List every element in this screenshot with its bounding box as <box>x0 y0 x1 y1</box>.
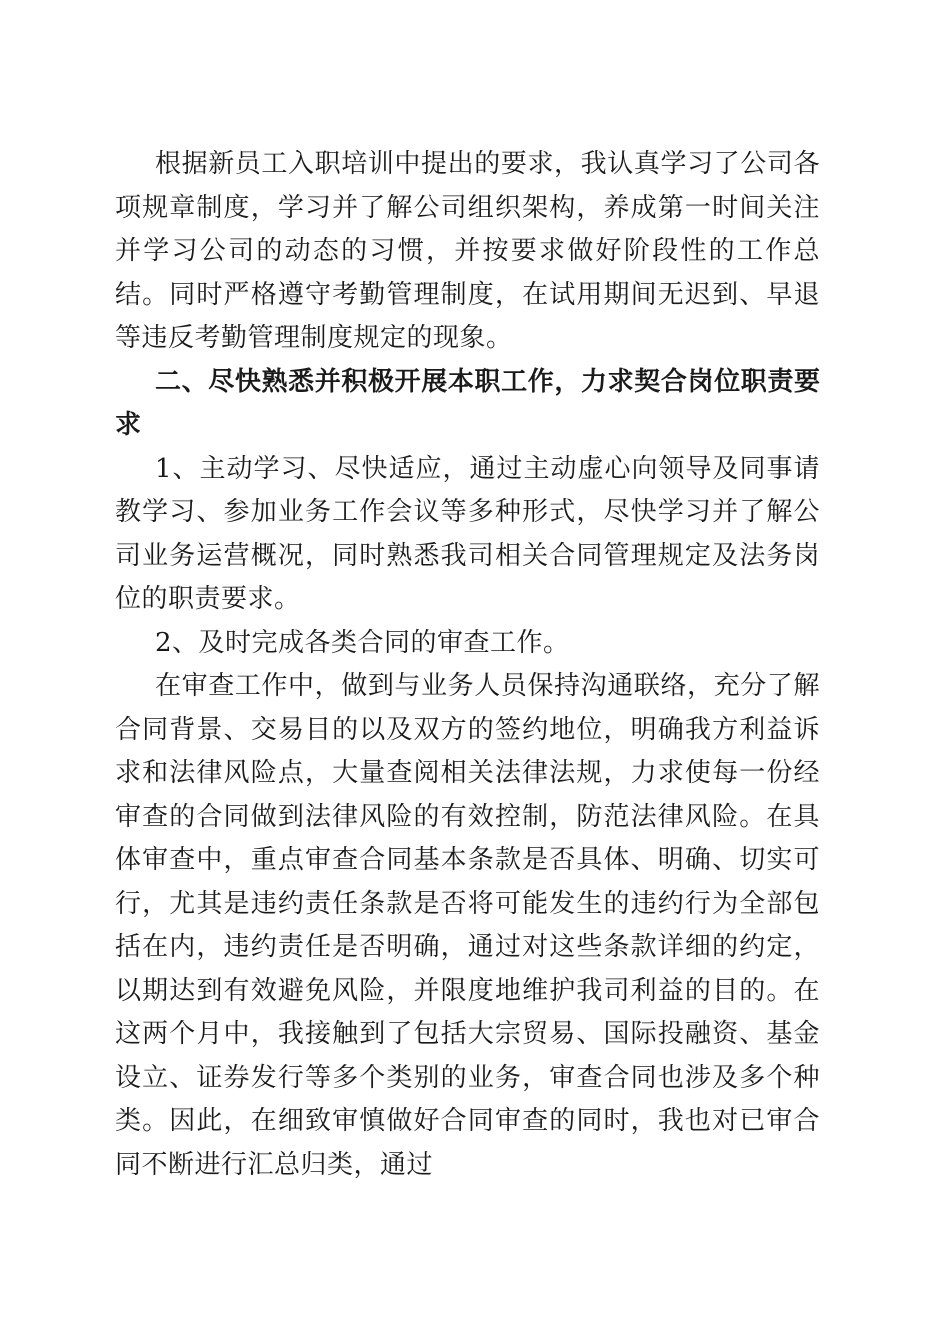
section-heading-2: 二、尽快熟悉并积极开展本职工作，力求契合岗位职责要求 <box>115 366 820 440</box>
document-body <box>115 143 820 1187</box>
paragraph-item-2-contract-review: 2、及时完成各类合同的审查工作。 <box>155 627 570 658</box>
paragraph-contract-review-detail: 在审查工作中，做到与业务人员保持沟通联络，充分了解合同背景、交易目的以及双方的签约地位，明确我方利益诉求和法律风险点，大量查阅相关法律法规，力求使每一份经审查的合同做到法律风险的有效控制，防范法律风险。在具体审查中，重点审查合同基本条款是否具体、明确、切实可行，尤其是违约责任条款是否将可能发生的违约行为全部包括在内，违约责任是否明确，通过对这些条款详细的约定，以期达到有效避免风险，并限度地维护我司利益的目的。在这两个月中，我接触到了包括大宗贸易、国际投融资、基金设立、证券发行等多个类别的业务，审查合同也涉及多个种类。因此，在细致审慎做好合同审查的同时，我也对已审合同不断进行汇总归类，通过 <box>115 671 820 1180</box>
paragraph-attendance-compliance: 根据新员工入职培训中提出的要求，我认真学习了公司各项规章制度，学习并了解公司组织架构，养成第一时间关注并学习公司的动态的习惯，并按要求做好阶段性的工作总结。同时严格遵守考勤管理制度，在试用期间无迟到、早退等违反考勤管理制度规定的现象。 <box>115 149 820 353</box>
paragraph-item-1-learning: 1、主动学习、尽快适应，通过主动虚心向领导及同事请教学习、参加业务工作会议等多种形式，尽快学习并了解公司业务运营概况，同时熟悉我司相关合同管理规定及法务岗位的职责要求。 <box>115 453 820 614</box>
